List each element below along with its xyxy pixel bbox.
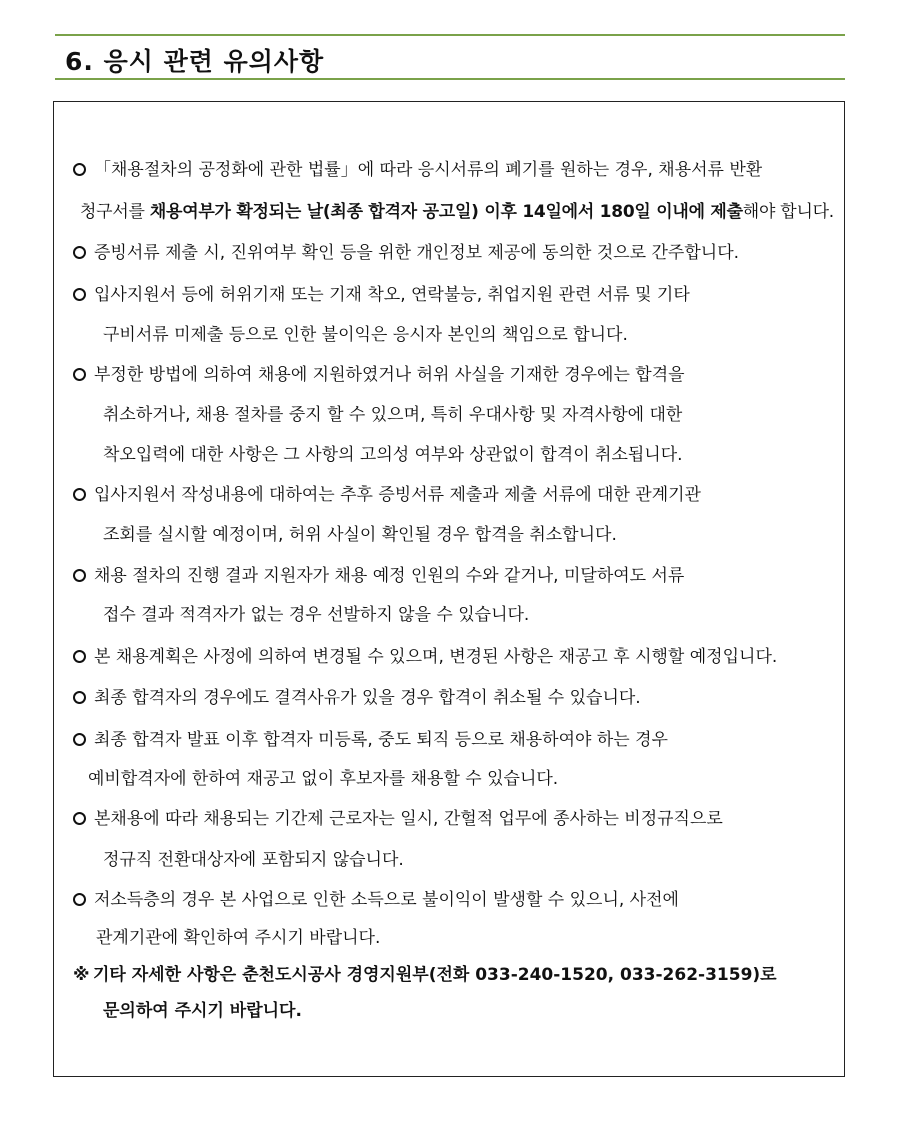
notice-item-6-line-1: 채용 절차의 진행 결과 지원자가 채용 예정 인원의 수와 같거나, 미달하여도 서류 bbox=[73, 566, 684, 586]
circle-bullet-icon bbox=[73, 368, 86, 381]
notice-item-6-line-2: 접수 결과 적격자가 없는 경우 선발하지 않을 수 있습니다. bbox=[103, 605, 530, 625]
notice-item-2-line-1: 증빙서류 제출 시, 진위여부 확인 등을 위한 개인정보 제공에 동의한 것으로 간주합니다. bbox=[73, 243, 739, 263]
circle-bullet-icon bbox=[73, 733, 86, 746]
notice-item-9-line-2: 예비합격자에 한하여 재공고 없이 후보자를 채용할 수 있습니다. bbox=[88, 769, 559, 789]
notice-item-5-line-1: 입사지원서 작성내용에 대하여는 추후 증빙서류 제출과 제출 서류에 대한 관계기관 bbox=[73, 485, 701, 505]
circle-bullet-icon bbox=[73, 650, 86, 663]
notice-item-4-line-1: 부정한 방법에 의하여 채용에 지원하였거나 허위 사실을 기재한 경우에는 합격을 bbox=[73, 365, 685, 385]
circle-bullet-icon bbox=[73, 163, 86, 176]
notice-item-5-line-2: 조회를 실시할 예정이며, 허위 사실이 확인될 경우 합격을 취소합니다. bbox=[103, 525, 617, 545]
notice-item-10-line-2: 정규직 전환대상자에 포함되지 않습니다. bbox=[103, 850, 404, 870]
contact-note-line-1: ※ 기타 자세한 사항은 춘천도시공사 경영지원부(전화 033-240-1520, 033-262-3159)로 bbox=[73, 965, 777, 985]
notice-item-4-line-2: 취소하거나, 채용 절차를 중지 할 수 있으며, 특히 우대사항 및 자격사항에 대한 bbox=[103, 405, 683, 425]
circle-bullet-icon bbox=[73, 246, 86, 259]
notice-item-8-line-1: 최종 합격자의 경우에도 결격사유가 있을 경우 합격이 취소될 수 있습니다. bbox=[73, 688, 641, 708]
notice-item-11-line-1: 저소득층의 경우 본 사업으로 인한 소득으로 불이익이 발생할 수 있으니, 사전에 bbox=[73, 890, 679, 910]
section-header bbox=[55, 34, 845, 80]
notice-item-3-line-1: 입사지원서 등에 허위기재 또는 기재 착오, 연락불능, 취업지원 관련 서류 및 기타 bbox=[73, 285, 690, 305]
circle-bullet-icon bbox=[73, 812, 86, 825]
notice-item-10-line-1: 본채용에 따라 채용되는 기간제 근로자는 일시, 간헐적 업무에 종사하는 비정규직으로 bbox=[73, 809, 723, 829]
notice-item-1-line-1: 「채용절차의 공정화에 관한 법률」에 따라 응시서류의 폐기를 원하는 경우, 채용서류 반환 bbox=[73, 160, 762, 180]
circle-bullet-icon bbox=[73, 569, 86, 582]
circle-bullet-icon bbox=[73, 488, 86, 501]
circle-bullet-icon bbox=[73, 288, 86, 301]
circle-bullet-icon bbox=[73, 893, 86, 906]
deadline-highlight: 채용여부가 확정되는 날(최종 합격자 공고일) 이후 14일에서 180일 이내에 제출 bbox=[149, 202, 743, 222]
notice-item-11-line-2: 관계기관에 확인하여 주시기 바랍니다. bbox=[96, 928, 381, 948]
notice-item-7-line-1: 본 채용계획은 사정에 의하여 변경될 수 있으며, 변경된 사항은 재공고 후 시행할 예정입니다. bbox=[73, 647, 777, 667]
reference-mark: ※ bbox=[73, 965, 90, 985]
circle-bullet-icon bbox=[73, 691, 86, 704]
notice-item-1-line-2: 청구서를 채용여부가 확정되는 날(최종 합격자 공고일) 이후 14일에서 180일 이내에 제출해야 합니다. bbox=[80, 202, 834, 222]
notice-item-9-line-1: 최종 합격자 발표 이후 합격자 미등록, 중도 퇴직 등으로 채용하여야 하는 경우 bbox=[73, 730, 668, 750]
contact-note-line-2: 문의하여 주시기 바랍니다. bbox=[103, 1001, 302, 1021]
notice-item-3-line-2: 구비서류 미제출 등으로 인한 불이익은 응시자 본인의 책임으로 합니다. bbox=[103, 325, 628, 345]
section-title: 6. 응시 관련 유의사항 bbox=[65, 47, 325, 76]
notice-item-4-line-3: 착오입력에 대한 사항은 그 사항의 고의성 여부와 상관없이 합격이 취소됩니다. bbox=[103, 445, 683, 465]
